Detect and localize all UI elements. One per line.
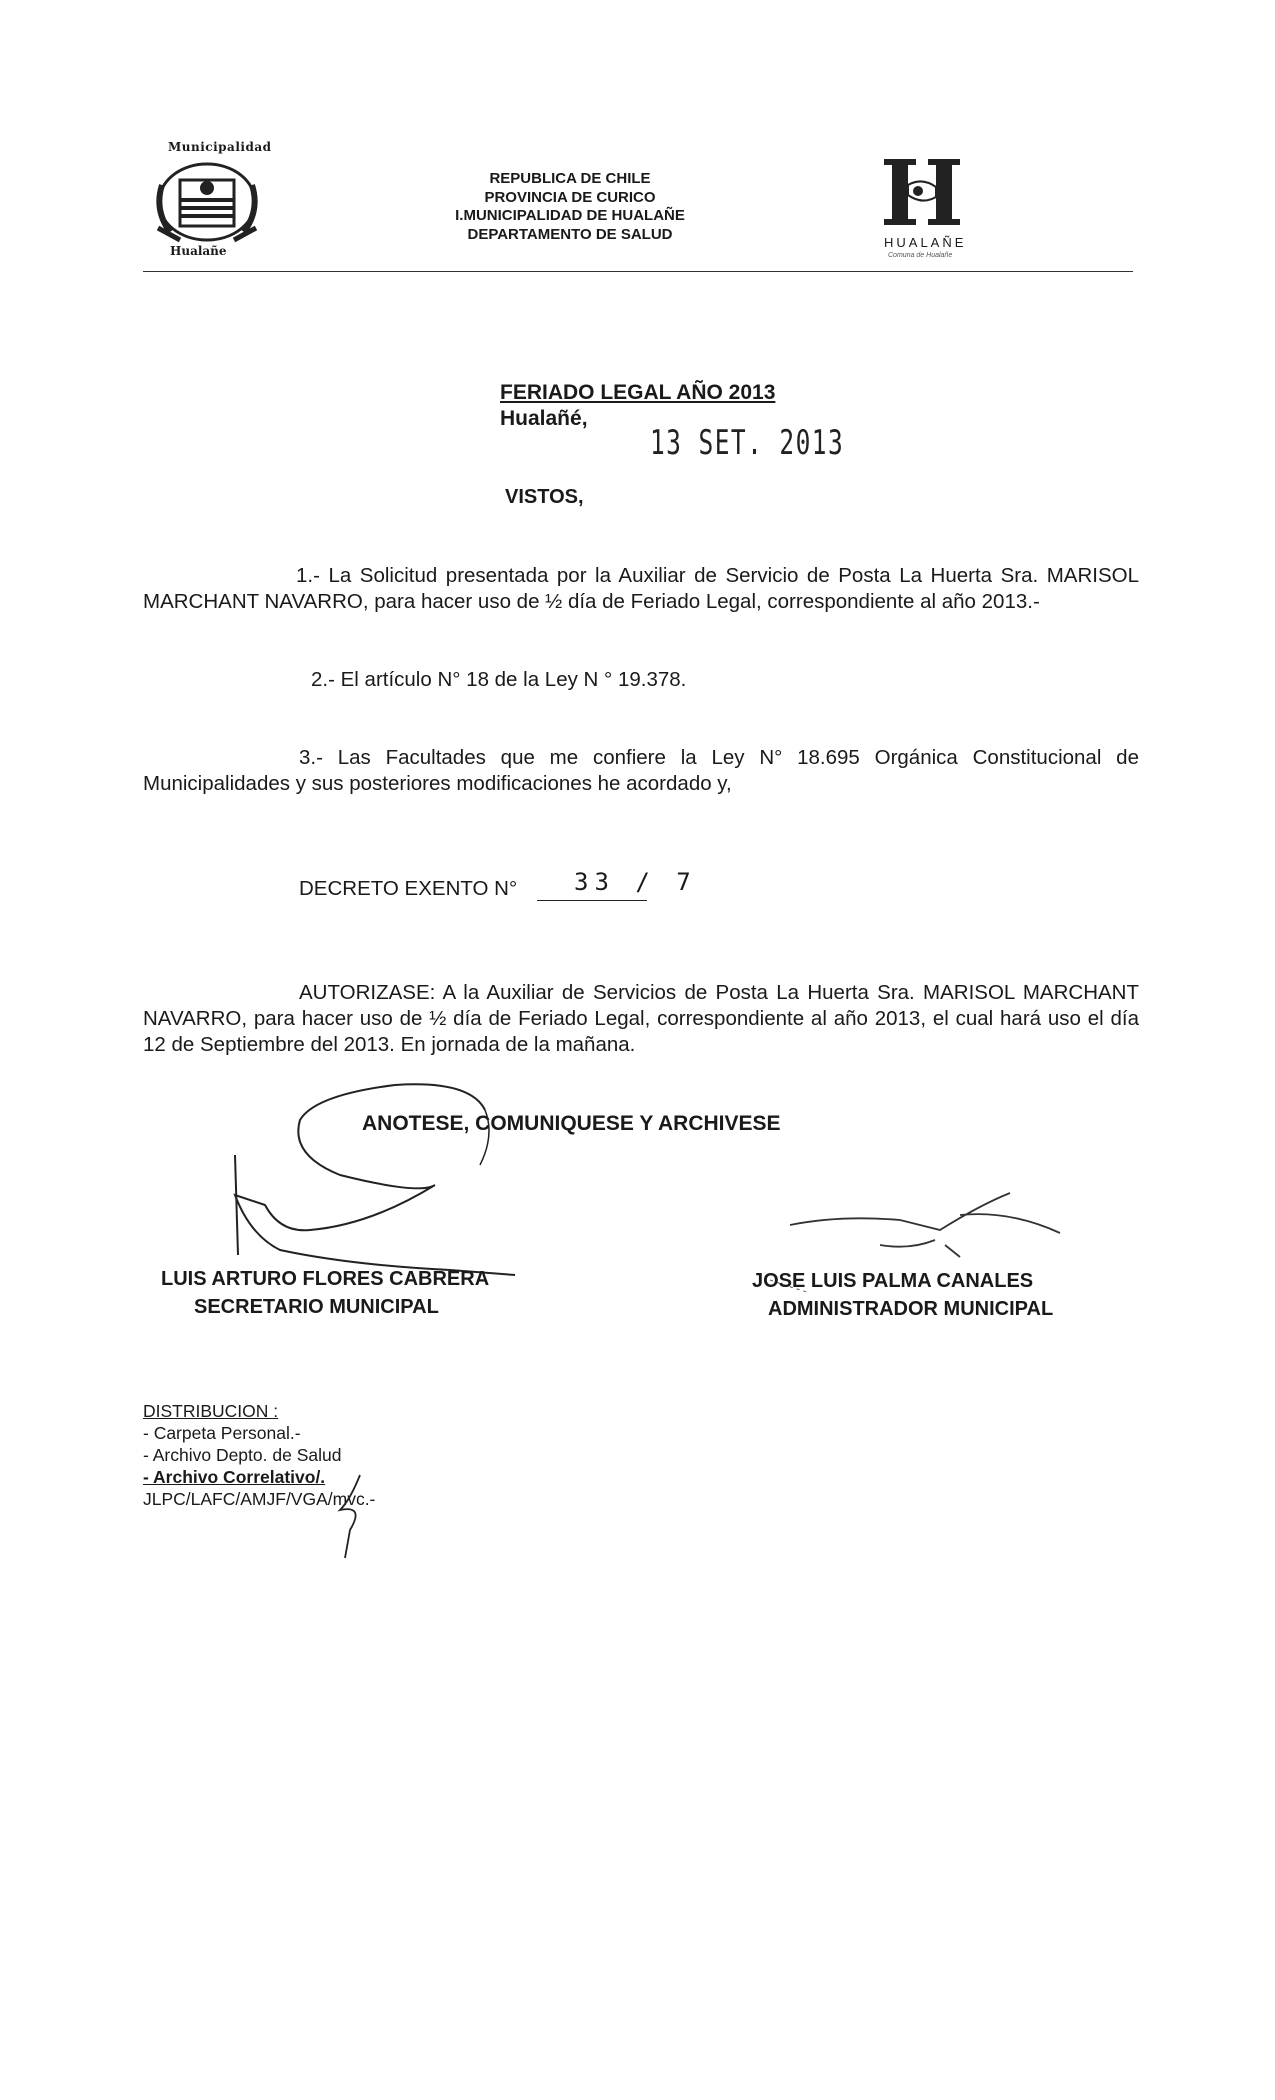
distribution-initials: JLPC/LAFC/AMJF/VGA/mvc.- [143,1489,376,1509]
initials-scribble [320,1470,380,1560]
decreto-number: 33 / 7 [574,868,697,896]
vistos-item-2: 2.- El artículo N° 18 de la Ley N ° 19.378. [311,668,687,691]
distribution-item: - Archivo Depto. de Salud [143,1445,342,1465]
closing-phrase: ANOTESE, COMUNIQUESE Y ARCHIVESE [362,1112,781,1135]
distribution-item: - Archivo Correlativo/. [143,1467,326,1487]
left-signature-scribble [220,1075,540,1275]
hualane-logo-subtext: Comuna de Hualañe [888,252,953,259]
hualane-logo [870,155,980,265]
date-stamp: 13 SET. 2013 [650,423,845,463]
h-letter-icon [870,155,980,235]
distribution-heading: DISTRIBUCION : [143,1401,279,1421]
crest-arc-text: Municipalidad [168,140,272,154]
place-label: Hualañé, [500,407,588,430]
right-signer-name: JOSE LUIS PALMA CANALES [752,1270,1034,1292]
municipal-crest-logo [150,140,272,260]
header-line-republica: REPUBLICA DE CHILE [489,170,651,187]
vistos-item-1: 1.- La Solicitud presentada por la Auxiliar de Servicio de Posta La Huerta Sra. MARISOL MARCHANT NAVARRO, para hacer uso de ½ día de Feriado Legal, correspondiente al año 2013.- [143,564,1139,613]
header-line-municipalidad: I.MUNICIPALIDAD DE HUALAÑE [455,207,685,224]
vistos-heading: VISTOS, [505,486,584,508]
left-signer-name: LUIS ARTURO FLORES CABRERA [161,1268,490,1290]
header-line-departamento: DEPARTAMENTO DE SALUD [467,225,673,243]
header-block [420,170,720,244]
header-line-provincia: PROVINCIA DE CURICO [484,188,656,206]
decreto-number-underline [537,900,647,901]
autorizase-paragraph: AUTORIZASE: A la Auxiliar de Servicios de Posta La Huerta Sra. MARISOL MARCHANT NAVARRO, para hacer uso de ½ día de Feriado Legal, correspondiente al año 2013, el cual hará uso el día 12 de Septiembre del 2013. En jornada de la mañana. [143,981,1139,1056]
hualane-logo-text: HUALAÑE [884,235,967,250]
header-divider [143,271,1133,272]
right-signer-role: ADMINISTRADOR MUNICIPAL [768,1298,1054,1320]
distribution-item: - Carpeta Personal.- [143,1423,301,1443]
crest-bottom-text: Hualañe [170,244,227,258]
crest-icon [150,140,265,260]
decreto-exento-label: DECRETO EXENTO N° [299,877,518,900]
vistos-item-3: 3.- Las Facultades que me confiere la Ley N° 18.695 Orgánica Constitucional de Municipalidades y sus posteriores modificaciones he acordado y, [143,746,1139,795]
document-title: FERIADO LEGAL AÑO 2013 [500,381,776,404]
left-signer-role: SECRETARIO MUNICIPAL [194,1296,439,1318]
